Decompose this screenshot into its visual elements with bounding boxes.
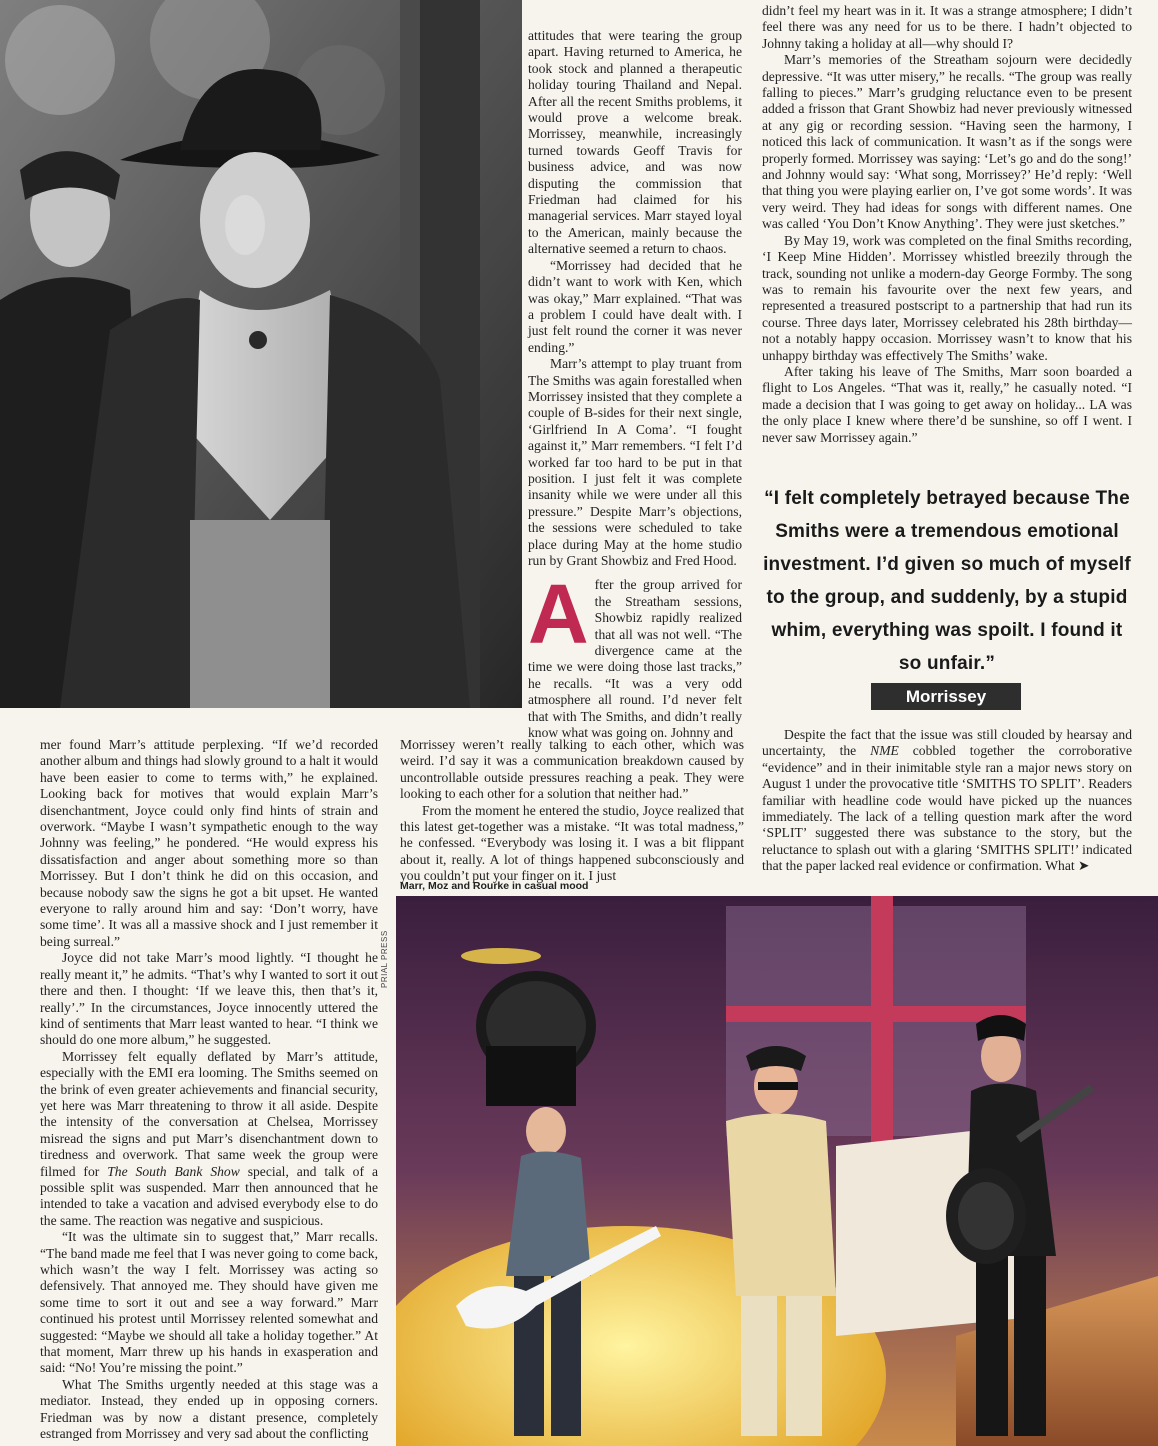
paragraph: mer found Marr’s attitude perplexing. “If we’d recorded another album and things had slowly ground to a halt it would have been easier to come to terms with,” he explained. Looking back for motives that would explain Marr’s disenchantment, Joyce could only find hints of strain and overwork. “Maybe I wasn’t sympathetic enough to the way Johnny was feeling,” he pondered. “He would express his dissatisfaction and anger about something more so than Morrissey. But I don’t think he did on this occasion, and because nobody saw the signs he got a bit upset. He wanted everyone to rally around him and say: ‘Don’t worry, have some time’. It was all a massive shock and I just remember it being surreal.” bbox=[40, 737, 378, 949]
paragraph: attitudes that were tearing the group apart. Having returned to America, he took stock and planned a therapeutic holiday touring Thailand and Nepal. After all the recent Smiths problems, it would prove a welcome break. Morrissey, meanwhile, increasingly turned towards Geoff Travis for business advice, and was now disputing the commission that Friedman had claimed for his managerial services. Marr stayed loyal to the American, mainly because the alternative seemed a return to chaos. bbox=[528, 28, 742, 257]
continue-arrow-icon: ➤ bbox=[1078, 858, 1090, 875]
pull-quote-attribution: Morrissey bbox=[871, 683, 1021, 710]
paragraph: “It was the ultimate sin to suggest that,” Marr recalls. “The band made me feel that I was never going to come back, which wasn’t the way I felt. Morrissey was acting so defensively. That annoyed me. They should have given me some time to sort it out and see a way forward.” Marr continued his protest until Morrissey relented somewhat and suggested: “Maybe we should all take a holiday together.” At that moment, Marr threw up his hands in exasperation and said: “No! You’re missing the point.” bbox=[40, 1229, 378, 1376]
band-on-stage-illustration bbox=[396, 896, 1158, 1446]
paragraph: From the moment he entered the studio, Joyce realized that this latest get-together was a mistake. “It was total madness,” he confessed. “Everybody was losing it. I was a bit flippant about it, really. A lot of things happened subconsciously and you couldn’t put your finger on it. I just bbox=[400, 802, 744, 884]
paragraph: Joyce did not take Marr’s mood lightly. “I thought he really meant it,” he admits. “That’s why I wanted to sort it out there and then. I thought: ‘If we leave this, then that’s it, really’.” In the circumstances, Joyce innocently uttered the kind of sentiments that Marr least wanted to hear. “I think we should do one more album,” he suggested. bbox=[40, 950, 378, 1048]
pull-quote: “I felt completely betrayed because The Smiths were a tremendous emotional investment. I’d given so much of myself to the group, and suddenly, by a stupid whim, everything was spoilt. I found it so unfair.” bbox=[763, 488, 1131, 674]
top-photo bbox=[0, 0, 522, 708]
paragraph: By May 19, work was completed on the final Smiths recording, ‘I Keep Mine Hidden’. Morrissey whistled breezily through the track, sounding not unlike a modern-day George Formby. The song was to remain his favourite over the next few years, and represented a treasured postscript to a partnership that had run its course. Three days later, Morrissey celebrated his 28th birthday—not a notably happy occasion. Morrissey wasn’t to know that his unhappy birthday was effectively The Smiths’ wake. bbox=[762, 232, 1132, 363]
paragraph: Marr’s memories of the Streatham sojourn were decidedly depressive. “It was utter misery,” he recalls. “The group was really falling to pieces.” Marr’s grudging reluctance even to be present added a frisson that Grant Showbiz had never previously witnessed at any gig or recording session. “Having seen the harmony, I noticed this lack of communication. It wasn’t as if the songs were properly formed. Morrissey was saying: ‘Let’s go and do the song!’ and Johnny would say: ‘What song, Morrissey?’ He’d reply: ‘Well that thing you were playing earlier on, I’ve got some words’. It was very weird. They had ideas for songs with different names. One was called ‘You Don’t Know Anything’. They were just sketches.” bbox=[762, 52, 1132, 232]
drop-cap: A bbox=[528, 567, 589, 662]
article-column-middle-bottom bbox=[400, 737, 744, 885]
photo-caption: Marr, Moz and Rourke in casual mood bbox=[400, 880, 589, 892]
article-column-left-bottom bbox=[40, 737, 378, 1442]
paragraph: Marr’s attempt to play truant from The Smiths was again forestalled when Morrissey insisted that they complete a couple of B-sides for their next single, ‘Girlfriend In A Coma’. “I fought against it,” Marr remembers. “I felt I’d worked far too hard to be put in that position. I just felt it was complete insanity while we were under all this pressure.” Despite Marr’s objections, the sessions were scheduled to take place during May at the home studio run by Grant Showbiz and Fred Hood. bbox=[528, 356, 742, 568]
paragraph: After taking his leave of The Smiths, Marr soon boarded a flight to Los Angeles. “That was it, really,” he casually noted. “I made a decision that I was going to get away on holiday... LA was the only place I knew where there’d be sunshine, so off I went. I never saw Morrissey again.” bbox=[762, 363, 1132, 445]
dropcap-text: fter the group arrived for the Streatham sessions, Showbiz rapidly realized that all was not well. “The divergence came at the time we were doing those last tracks,” he recalls. “It was a very odd atmosphere all round. I’d never felt that with The Smiths, and didn’t really know what was going on. Johnny and bbox=[528, 577, 742, 741]
show-title: The South Bank Show bbox=[107, 1163, 240, 1179]
paragraph: Despite the fact that the issue was still clouded by hearsay and uncertainty, the NME cobbled together the corroborative “evidence” and in their inimitable style ran a major news story on August 1 under the provocative title ‘SMITHS TO SPLIT’. Readers familiar with headline code would have picked up the nuances immediately. The lack of a telling question mark after the word ‘SPLIT’ suggested there was substance to the story, but the reluctance to splash out with a glaring ‘SMITHS SPLIT!’ indicated that the paper lacked real evidence or confirmation. What ➤ bbox=[762, 727, 1132, 875]
paragraph: Morrissey felt equally deflated by Marr’s attitude, especially with the EMI era looming. The Smiths seemed on the brink of even greater achievements and financial security, yet here was Marr threatening to throw it all aside. Despite the intensity of the conversation at Chelsea, Morrissey misread the signs and put Marr’s disenchantment down to tiredness and overwork. That same week the group were filmed for The South Bank Show special, and talk of a possible split was suspended. Marr then announced that he intended to take a vacation and advised everybody else to do the same. The reaction was negative and suspicious. bbox=[40, 1048, 378, 1228]
article-column-middle-top bbox=[528, 28, 742, 741]
paragraph: “Morrissey had decided that he didn’t want to work with Ken, which was okay,” Marr explained. “That was a problem I could have dealt with. I just felt round the corner it was never ending.” bbox=[528, 257, 742, 355]
paragraph: Morrissey weren’t really talking to each other, which was weird. I’d say it was a communication breakdown caused by uncontrollable outside pressures reaching a peak. They were looking to each other for a solution that neither had.” bbox=[400, 737, 744, 802]
bottom-photo bbox=[396, 896, 1158, 1446]
publication-name: NME bbox=[870, 743, 899, 759]
photo-credit: PRIAL PRESS bbox=[380, 930, 389, 988]
paragraph-dropcap bbox=[528, 567, 742, 741]
article-column-right-bottom bbox=[762, 727, 1132, 875]
paragraph: didn’t feel my heart was in it. It was a strange atmosphere; I didn’t feel there was any need for us to be there. I hadn’t objected to Johnny taking a holiday at all—why should I? bbox=[762, 3, 1132, 51]
bw-portrait-illustration bbox=[0, 0, 522, 708]
article-column-right-top bbox=[762, 3, 1132, 446]
paragraph: What The Smiths urgently needed at this stage was a mediator. Instead, they ended up in opposing corners. Friedman was by now a distant presence, completely estranged from Morrissey and very sad about the conflicting bbox=[40, 1376, 378, 1442]
